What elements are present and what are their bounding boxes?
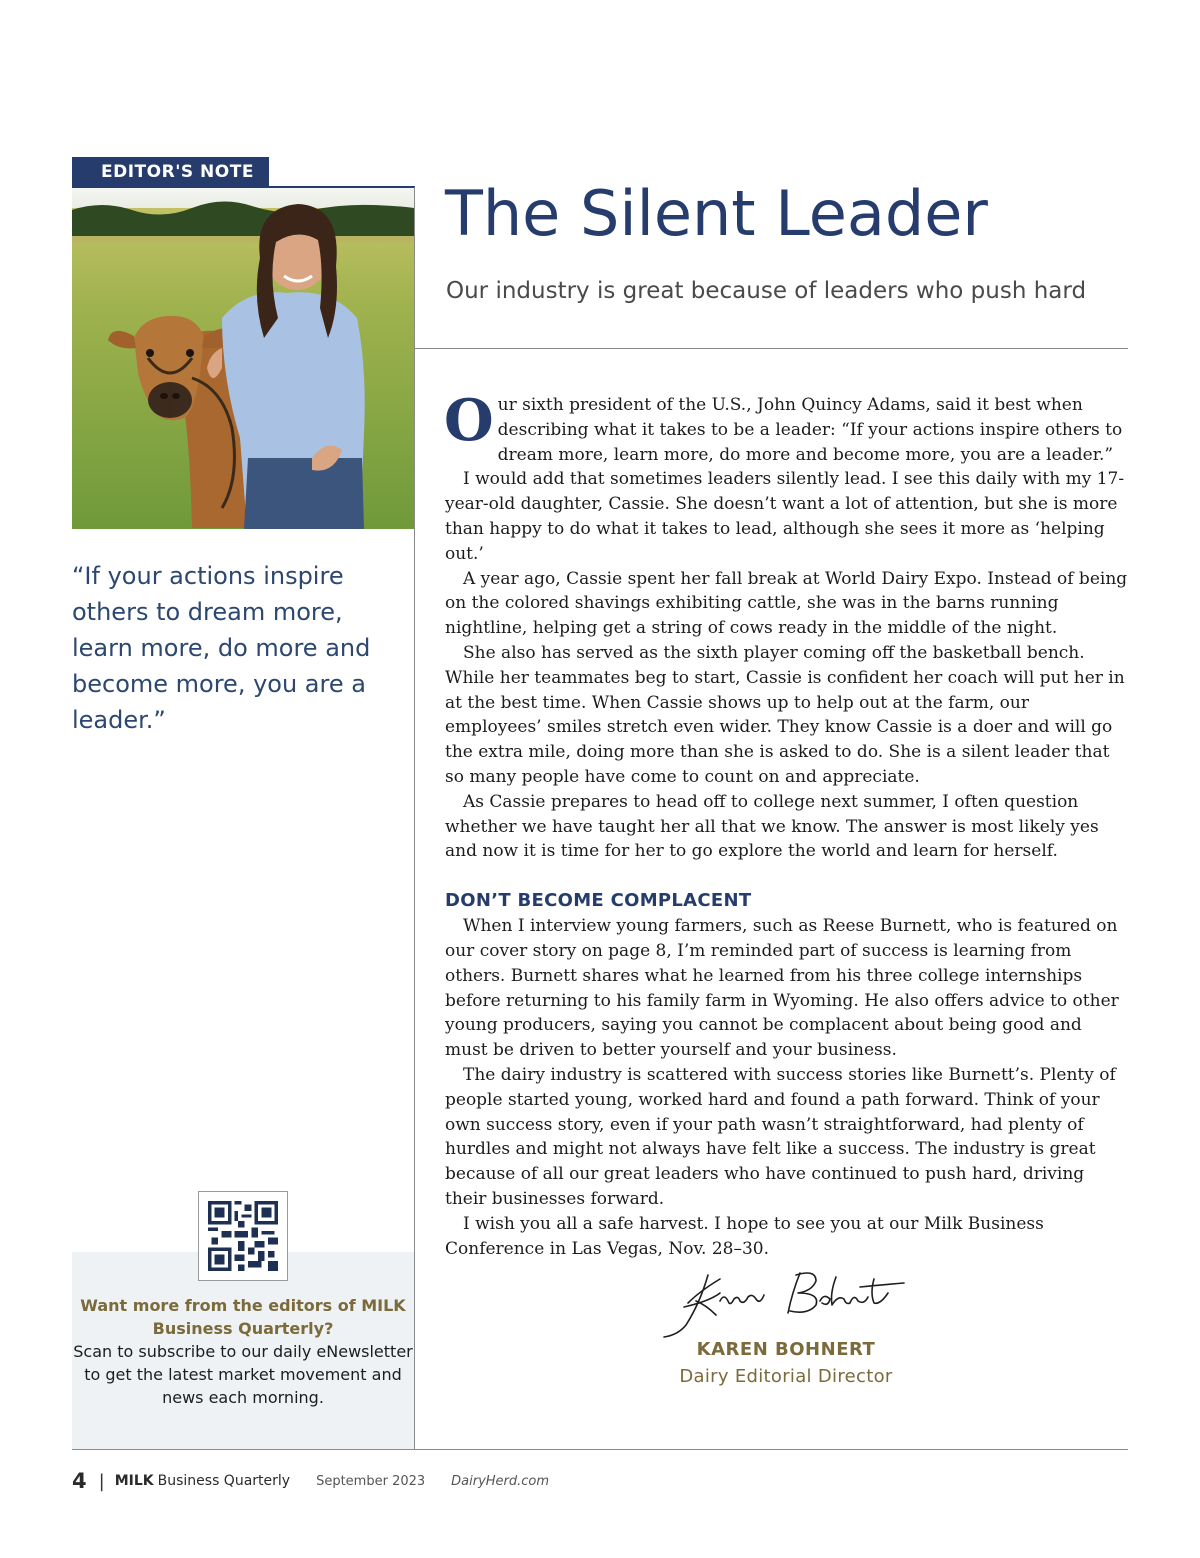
editor-photo bbox=[72, 188, 414, 529]
article-subtitle: Our industry is great because of leaders who push hard bbox=[446, 278, 1087, 304]
handwritten-signature bbox=[660, 1263, 910, 1347]
author-title: Dairy Editorial Director bbox=[679, 1366, 893, 1387]
column-divider bbox=[414, 187, 415, 1450]
footer-separator: | bbox=[98, 1470, 105, 1492]
body-paragraph: She also has served as the sixth player coming off the basketball bench. While her teammates beg to start, Cassie is confident her coach will put her in at the best time. When Cassie shows up to help out at the farm, our employees’ smiles stretch even wider. They know Cassie is a doer and will go the extra mile, doing more than she is asked to do. She is a silent leader that so many people have come to count on and appreciate. bbox=[445, 642, 1125, 787]
intro-text: ur sixth president of the U.S., John Quincy Adams, said it best when describing what it takes to be a leader: “If your actions inspire others to dream more, learn more, do more and become more, you are a leader.” bbox=[497, 395, 1123, 465]
issue-date: September 2023 bbox=[316, 1473, 426, 1489]
body-paragraph: I would add that sometimes leaders silently lead. I see this daily with my 17-year-old daughter, Cassie. She doesn’t want a lot of attention, but she is more than happy to do what it takes to lead, although she sees it more as ‘helping out.’ bbox=[445, 469, 1125, 564]
drop-cap: O bbox=[444, 387, 494, 454]
page-number: 4 bbox=[72, 1469, 87, 1493]
page-footer bbox=[72, 1467, 549, 1495]
author-name: KAREN BOHNERT bbox=[696, 1339, 876, 1360]
pull-quote: “If your actions inspire others to dream more, learn more, do more and become more, you are a leader.” bbox=[72, 562, 371, 734]
website-link[interactable]: DairyHerd.com bbox=[451, 1473, 550, 1489]
footer-divider bbox=[72, 1449, 1128, 1450]
body-paragraph: A year ago, Cassie spent her fall break at World Dairy Expo. Instead of being on the colored shavings exhibiting cattle, she was in the barns running nightline, helping get a string of cows ready in the middle of the night. bbox=[445, 568, 1128, 639]
intro-paragraph bbox=[444, 387, 1129, 467]
publication-name-bold: MILK bbox=[114, 1473, 154, 1489]
publication-name-rest: Business Quarterly bbox=[157, 1473, 291, 1489]
article-title: The Silent Leader bbox=[445, 177, 988, 250]
promo-body: Scan to subscribe to our daily eNewsletter to get the latest market movement and news each morning. bbox=[73, 1342, 413, 1407]
body-paragraph: As Cassie prepares to head off to college next summer, I often question whether we have taught her all that we know. The answer is most likely yes and now it is time for her to go explore the world and learn for herself. bbox=[445, 791, 1099, 862]
body-paragraph: The dairy industry is scattered with success stories like Burnett’s. Plenty of people started young, worked hard and found a path forward. Think of your own success story, even if your path wasn’t straightforward, had plenty of hurdles and might not always have felt like a success. The industry is great because of all our great leaders who have continued to push hard, driving their businesses forward. bbox=[445, 1064, 1116, 1209]
section-subhead: DON’T BECOME COMPLACENT bbox=[445, 890, 752, 912]
body-paragraph: When I interview young farmers, such as Reese Burnett, who is featured on our cover story on page 8, I’m reminded part of success is learning from others. Burnett shares what he learned from his three college internships before returning to his family farm in Wyoming. He also offers advice to other young producers, saying you cannot be complacent about being good and must be driven to better yourself and your business. bbox=[445, 916, 1119, 1061]
newsletter-promo-text bbox=[72, 1294, 414, 1409]
promo-headline: Want more from the editors of MILK Business Quarterly? bbox=[80, 1296, 406, 1338]
section-tag: EDITOR'S NOTE bbox=[72, 157, 269, 187]
body-paragraph: I wish you all a safe harvest. I hope to see you at our Milk Business Conference in Las Vegas, Nov. 28–30. bbox=[445, 1213, 1044, 1259]
qr-code-icon[interactable] bbox=[198, 1191, 288, 1281]
article-body bbox=[444, 387, 1129, 1261]
title-divider bbox=[414, 348, 1128, 349]
